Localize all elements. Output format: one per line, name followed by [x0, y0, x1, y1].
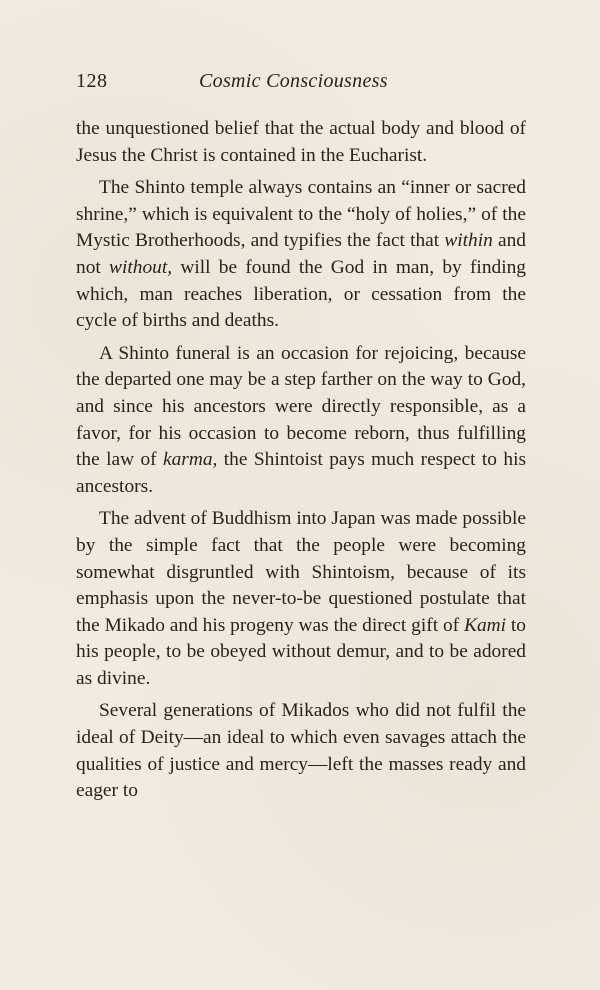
paragraph-4-part1: The advent of Buddhism into Japan was made possible by the simple fact that the people were becoming somewhat disgruntled with Shintoism, because of its emphasis upon the never-to-be questioned postulate that the Mikado and his progeny was the direct gift of [76, 508, 526, 636]
paragraph-3-part2: the Shintoist pays much respect to his ancestors. [76, 449, 526, 497]
italic-kami: Kami [464, 614, 507, 636]
italic-without: without, [109, 256, 173, 278]
paragraph-3 [76, 341, 526, 501]
paragraph-2-part3: will be found the God in man, by finding which, man reaches liberation, or cessation from the cycle of births and deaths. [76, 256, 526, 332]
running-title: Cosmic Consciousness [199, 70, 388, 92]
italic-karma: karma, [163, 449, 218, 471]
paragraph-4 [76, 506, 526, 692]
paragraph-2 [76, 175, 526, 335]
page-number: 128 [76, 70, 108, 92]
paragraph-5 [76, 698, 526, 804]
paragraph-1 [76, 116, 526, 169]
paragraph-3-part1: A Shinto funeral is an occasion for rejoicing, because the departed one may be a step farther on the way to God, and since his ancestors were directly responsible, as a favor, for his occasion to become reborn, thus fulfilling the law of [76, 342, 526, 471]
paragraph-1-text: the unquestioned belief that the actual body and blood of Jesus the Christ is contained in the Eucharist. [76, 118, 526, 166]
paragraph-2-part1: The Shinto temple always contains an “inner or sacred shrine,” which is equivalent to the “holy of holies,” of the Mystic Brotherhoods, and typifies the fact that [76, 177, 526, 252]
paragraph-5-text: Several generations of Mikados who did not fulfil the ideal of Deity—an ideal to which even savages attach the qualities of justice and mercy—left the masses ready and eager to [76, 700, 526, 802]
page-header [76, 70, 526, 100]
paragraph-4-part2: to his people, to be obeyed without demur, and to be adored as divine. [76, 614, 527, 689]
body-text [76, 116, 526, 811]
italic-within: within [444, 230, 493, 252]
paragraph-2-part2: and not [76, 230, 526, 278]
